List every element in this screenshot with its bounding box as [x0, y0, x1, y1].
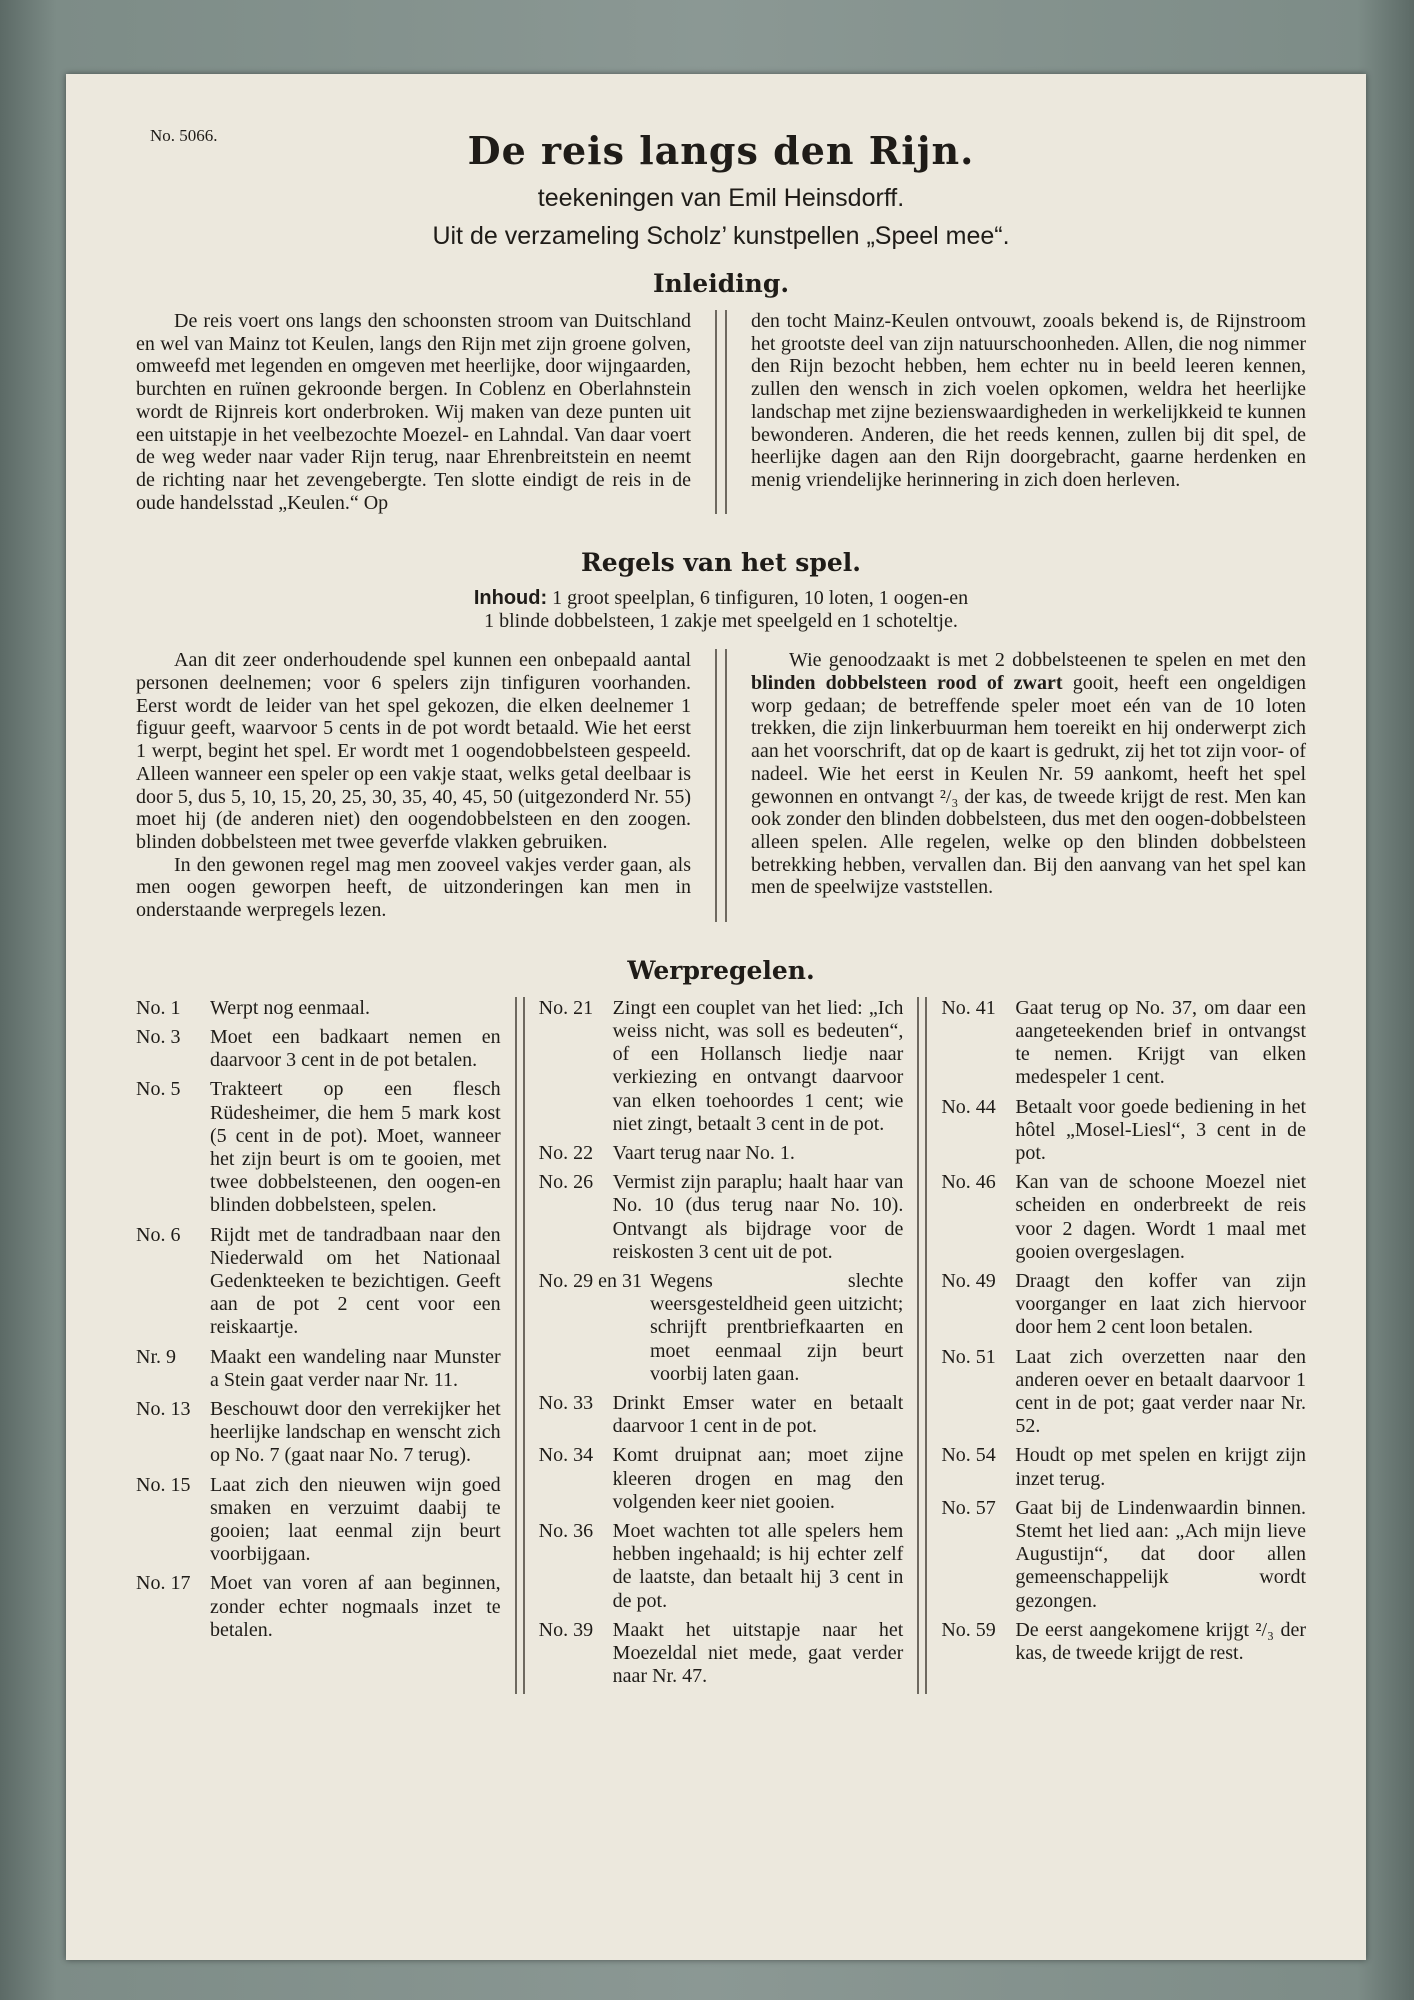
rule-number: No. 36 [538, 1520, 594, 1543]
rule-item [941, 1346, 1306, 1439]
rule-number: No. 39 [538, 1618, 594, 1641]
rule-item [136, 1026, 501, 1072]
column-divider [715, 649, 727, 921]
rule-item [136, 1078, 501, 1217]
intro-section [136, 310, 1306, 514]
rule-item [539, 997, 904, 1136]
rule-item [539, 1520, 904, 1613]
rule-number: No. 15 [136, 1473, 191, 1496]
rule-text: Werpt nog eenmaal. [210, 996, 370, 1019]
intro-heading: Inleiding. [652, 269, 790, 298]
column-divider [917, 997, 927, 1695]
rule-item [941, 1270, 1306, 1340]
rule-number: No. 3 [136, 1025, 181, 1048]
rules-paragraph-3 [751, 649, 1306, 899]
rule-item [136, 1224, 501, 1340]
rule-number: No. 54 [941, 1444, 996, 1467]
catalog-number: No. 5066. [150, 126, 218, 145]
rule-item [941, 1619, 1306, 1665]
rules-left-column [136, 649, 691, 921]
contents-line-2: 1 blinde dobbelsteen, 1 zakje met speelgeld en 1 schoteltje. [484, 610, 958, 633]
rule-item [941, 997, 1306, 1090]
rule-text: Gaat terug op No. 37, om daar een aangeteekenden brief in ontvangst te nemen. Krijgt van elken medespeler 1 cent. [1015, 996, 1307, 1089]
rules-paragraph-1: Aan dit zeer onderhoudende spel kunnen een onbepaald aantal personen deelnemen; voor 6 spelers zijn tinfiguren voorhanden. Eerst wordt de leider van het spel gekozen, die elken deelnemer 1 figuur geeft, waarvoor 5 cents in de pot wordt betaald. Wie het eerst 1 werpt, begint het spel. Er wordt met 1 oogendobbelsteen gespeeld. Alleen wanneer een speler op een vakje staat, welks getal deelbaar is door 5, dus 5, 10, 15, 20, 25, 30, 35, 40, 45, 50 (uitgezonderd Nr. 55) moet hij (de anderen niet) den oogendobbelsteen en den zoogen. blinden dobbelsteen met twee geverfde vlakken gebruiken. [136, 649, 691, 853]
rule-item [941, 1444, 1306, 1490]
subtitle-collection: Uit de verzameling Scholz’ kunstpellen „Speel mee“. [432, 222, 1010, 250]
rules-section [136, 649, 1306, 921]
werpregelen-section [136, 997, 1306, 1695]
column-divider [515, 997, 525, 1695]
rule-text: Moet een badkaart nemen en daarvoor 3 cent in de pot betalen. [210, 1025, 501, 1072]
intro-right-text: den tocht Mainz-Keulen ontvouwt, zooals bekend is, de Rijnstroom het grootste deel van zijn natuurschoonheden. Allen, die nog nimmer den Rijn bezocht hebben, hem echter nu in beeld leeren kennen, zullen den wensch in zich voelen opkomen, weldra het heerlijke landschap met zijne bezienswaardigheden in werkelijkkeid te kunnen bewonderen. Anderen, die het reeds kennen, zullen bij dit spel, de heerlijke dagen aan den Rijn doorgebracht, gaarne herdenken en menig vriendelijke herinnering in zich doen herleven. [751, 310, 1306, 491]
rule-item [539, 1142, 904, 1165]
rule-number: No. 59 [941, 1618, 996, 1641]
werpregelen-heading: Werpregelen. [627, 955, 815, 985]
column-divider [715, 310, 727, 514]
rule-item [136, 1474, 501, 1567]
page-title: De reis langs den Rijn. [467, 128, 975, 173]
rule-number: No. 51 [941, 1345, 996, 1368]
rule-text: Laat zich overzetten naar den anderen oever en betaalt daarvoor 1 cent in de pot; gaat verder naar Nr. 52. [1015, 1345, 1307, 1438]
rule-item [539, 1619, 904, 1689]
werpregelen-column-3 [941, 997, 1306, 1671]
rule-number: No. 29 en 31 [538, 1270, 642, 1292]
rule-text: Draagt den koffer van zijn voorganger en laat zich hiervoor door hem 2 cent loon betalen. [1015, 1270, 1307, 1339]
subtitle-illustrator: teekeningen van Emil Heinsdorff. [537, 184, 905, 212]
contents-list [136, 587, 1306, 633]
rule-number: No. 6 [136, 1223, 181, 1246]
rule-text: Maakt een wandeling naar Munster a Stein gaat verder naar Nr. 11. [210, 1345, 501, 1391]
rules-text-start: Wie genoodzaakt is met 2 dobbelsteenen te spelen en met den [789, 649, 1306, 672]
rule-item [136, 1346, 501, 1392]
rule-text: De eerst aangekomene krijgt ²/₃ der kas, de tweede krijgt de rest. [1015, 1618, 1307, 1665]
rule-text: Laat zich den nieuwen wijn goed smaken en verzuimt daabij te gooien; laat eenmal zijn beurt voorbijgaan. [210, 1473, 501, 1566]
rule-text: Trakteert op een flesch Rüdesheimer, die hem 5 mark kost (5 cent in de pot). Moet, wanneer het zijn beurt is om te gooien, met twee dobbelsteenen, den oogen-en blinden dobbelsteen, spelen. [210, 1078, 501, 1217]
rule-text: Houdt op met spelen en krijgt zijn inzet terug. [1015, 1444, 1307, 1490]
rule-number: Nr. 9 [136, 1345, 176, 1368]
rule-number: No. 26 [538, 1171, 594, 1194]
rule-number: No. 41 [941, 996, 996, 1019]
rule-number: No. 22 [538, 1141, 594, 1164]
rule-number: No. 34 [538, 1444, 594, 1467]
rule-text: Rijdt met de tandradbaan naar den Niederwald om het Nationaal Gedenkteeken te bezichtigen. Geeft aan de pot 2 cent voor een reiskaartje. [210, 1223, 501, 1339]
rule-number: No. 49 [941, 1270, 996, 1292]
rule-item [539, 1171, 904, 1264]
rules-bold-phrase: blinden dobbelsteen rood of zwart [751, 672, 1063, 695]
rule-number: No. 5 [136, 1078, 181, 1101]
rule-text: Betaalt voor goede bediening in het hôtel „Mosel-Liesl“, 3 cent in de pot. [1015, 1095, 1307, 1164]
rule-text: Wegens slechte weersgesteldheid geen uitzicht; schrijft prentbriefkaarten en moet eenmaal zijn beurt voorbij laten gaan. [650, 1270, 904, 1385]
rule-number: No. 46 [941, 1171, 996, 1194]
rules-right-column [751, 649, 1306, 899]
game-rules-sheet [66, 74, 1366, 1960]
rule-number: No. 1 [136, 996, 181, 1019]
rule-text: Moet van voren af aan beginnen, zonder echter nogmaals inzet te betalen. [210, 1572, 501, 1641]
rules-text-end: gooit, heeft een ongeldigen worp gedaan; de betreffende speler moet eén van de 10 loten trekken, die zijn linkerbuurman hem toereikt en hij onderwerpt zich aan het voorschrift, dat op de kaart is gedrukt, zij het tot zijn voor- of nadeel. Wie het eerst in Keulen Nr. 59 aankomt, heeft het spel gewonnen en ontvangt ²/₃ der kas, de tweede krijgt de rest. Men kan ook zonder den blinden dobbelsteen, dus met den oogen-dobbelsteen alleen spelen. Alle regelen, welke op den blinden dobbelsteen betrekking hebben, vervallen dan. Bij den aanvang van het spel kan men de speelwijze vaststellen. [751, 672, 1307, 899]
rule-text: Gaat bij de Lindenwaardin binnen. Stemt het lied aan: „Ach mijn lieve Augustijn“, dat door allen gemeenschappelijk wordt gezongen. [1015, 1496, 1307, 1612]
werpregelen-column-1 [136, 997, 501, 1648]
rule-number: No. 13 [136, 1398, 191, 1421]
rule-text: Vaart terug naar No. 1. [612, 1141, 795, 1164]
rule-item [941, 1096, 1306, 1166]
rule-item [941, 1497, 1306, 1613]
rule-item [539, 1392, 904, 1438]
werpregelen-column-2 [539, 997, 904, 1695]
rule-text: Vermist zijn paraplu; haalt haar van No. 10 (dus terug naar No. 10). Ontvangt als bijdrage voor de reiskosten 3 cent uit de pot. [612, 1171, 904, 1263]
rule-number: No. 44 [941, 1095, 996, 1118]
rule-item [539, 1270, 904, 1386]
rule-text: Komt druipnat aan; moet zijne kleeren drogen en mag den volgenden keer niet gooien. [612, 1444, 904, 1513]
rule-number: No. 57 [941, 1496, 996, 1519]
rule-number: No. 17 [136, 1572, 191, 1595]
rule-text: Drinkt Emser water en betaalt daarvoor 1 cent in de pot. [612, 1392, 904, 1438]
rule-item [136, 1572, 501, 1642]
rule-text: Moet wachten tot alle spelers hem hebben ingehaald; is hij echter zelf de laatste, dan betaalt hij 3 cent in de pot. [612, 1520, 904, 1612]
rule-item [539, 1444, 904, 1514]
rules-paragraph-2: In den gewonen regel mag men zooveel vakjes verder gaan, als men oogen geworpen heeft, de uitzonderingen kan men in onderstaande werpregels lezen. [136, 853, 691, 922]
contents-line-1: 1 groot speelplan, 6 tinfiguren, 10 loten, 1 oogen-en [552, 587, 969, 610]
intro-left-text: De reis voert ons langs den schoonsten stroom van Duitschland en wel van Mainz tot Keulen, langs den Rijn met zijn groene golven, omweefd met legenden en omgeven met heerlijke, door wijngaarden, burchten en ruïnen gekroonde bergen. In Coblenz en Oberlahnstein wordt de Rijnreis kort onderbroken. Wij maken van deze punten uit een uitstapje in het veelbezochte Moezel- en Lahndal. Van daar voert de weg weder naar vader Rijn terug, naar Ehrenbreitstein en neemt de richting naar het zevengebergte. Ten slotte eindigt de reis in de oude handelsstad „Keulen.“ Op [136, 310, 691, 514]
rule-text: Maakt het uitstapje naar het Moezeldal niet mede, gaat verder naar Nr. 47. [612, 1618, 904, 1688]
rule-number: No. 33 [538, 1392, 594, 1415]
rule-item [136, 997, 501, 1020]
rule-item [941, 1171, 1306, 1264]
rule-item [136, 1398, 501, 1468]
rule-text: Beschouwt door den verrekijker het heerlijke landschap en wenscht zich op No. 7 (gaat naar No. 7 terug). [210, 1398, 501, 1467]
rule-text: Zingt een couplet van het lied: „Ich weiss nicht, was soll es bedeuten“, of een Hollansch liedje naar verkiezing en ontvangt daarvoor van elken toehoordes 1 cent; wie niet zingt, betaalt 3 cent in de pot. [612, 996, 904, 1135]
intro-right-column [751, 310, 1306, 492]
rule-number: No. 21 [538, 996, 594, 1019]
rule-text: Kan van de schoone Moezel niet scheiden en onderbreekt de reis voor 2 dagen. Wordt 1 maal met gooien overgeslagen. [1015, 1171, 1307, 1263]
contents-label: Inhoud: [473, 587, 548, 610]
intro-left-column [136, 310, 691, 514]
rules-heading: Regels van het spel. [581, 548, 861, 578]
